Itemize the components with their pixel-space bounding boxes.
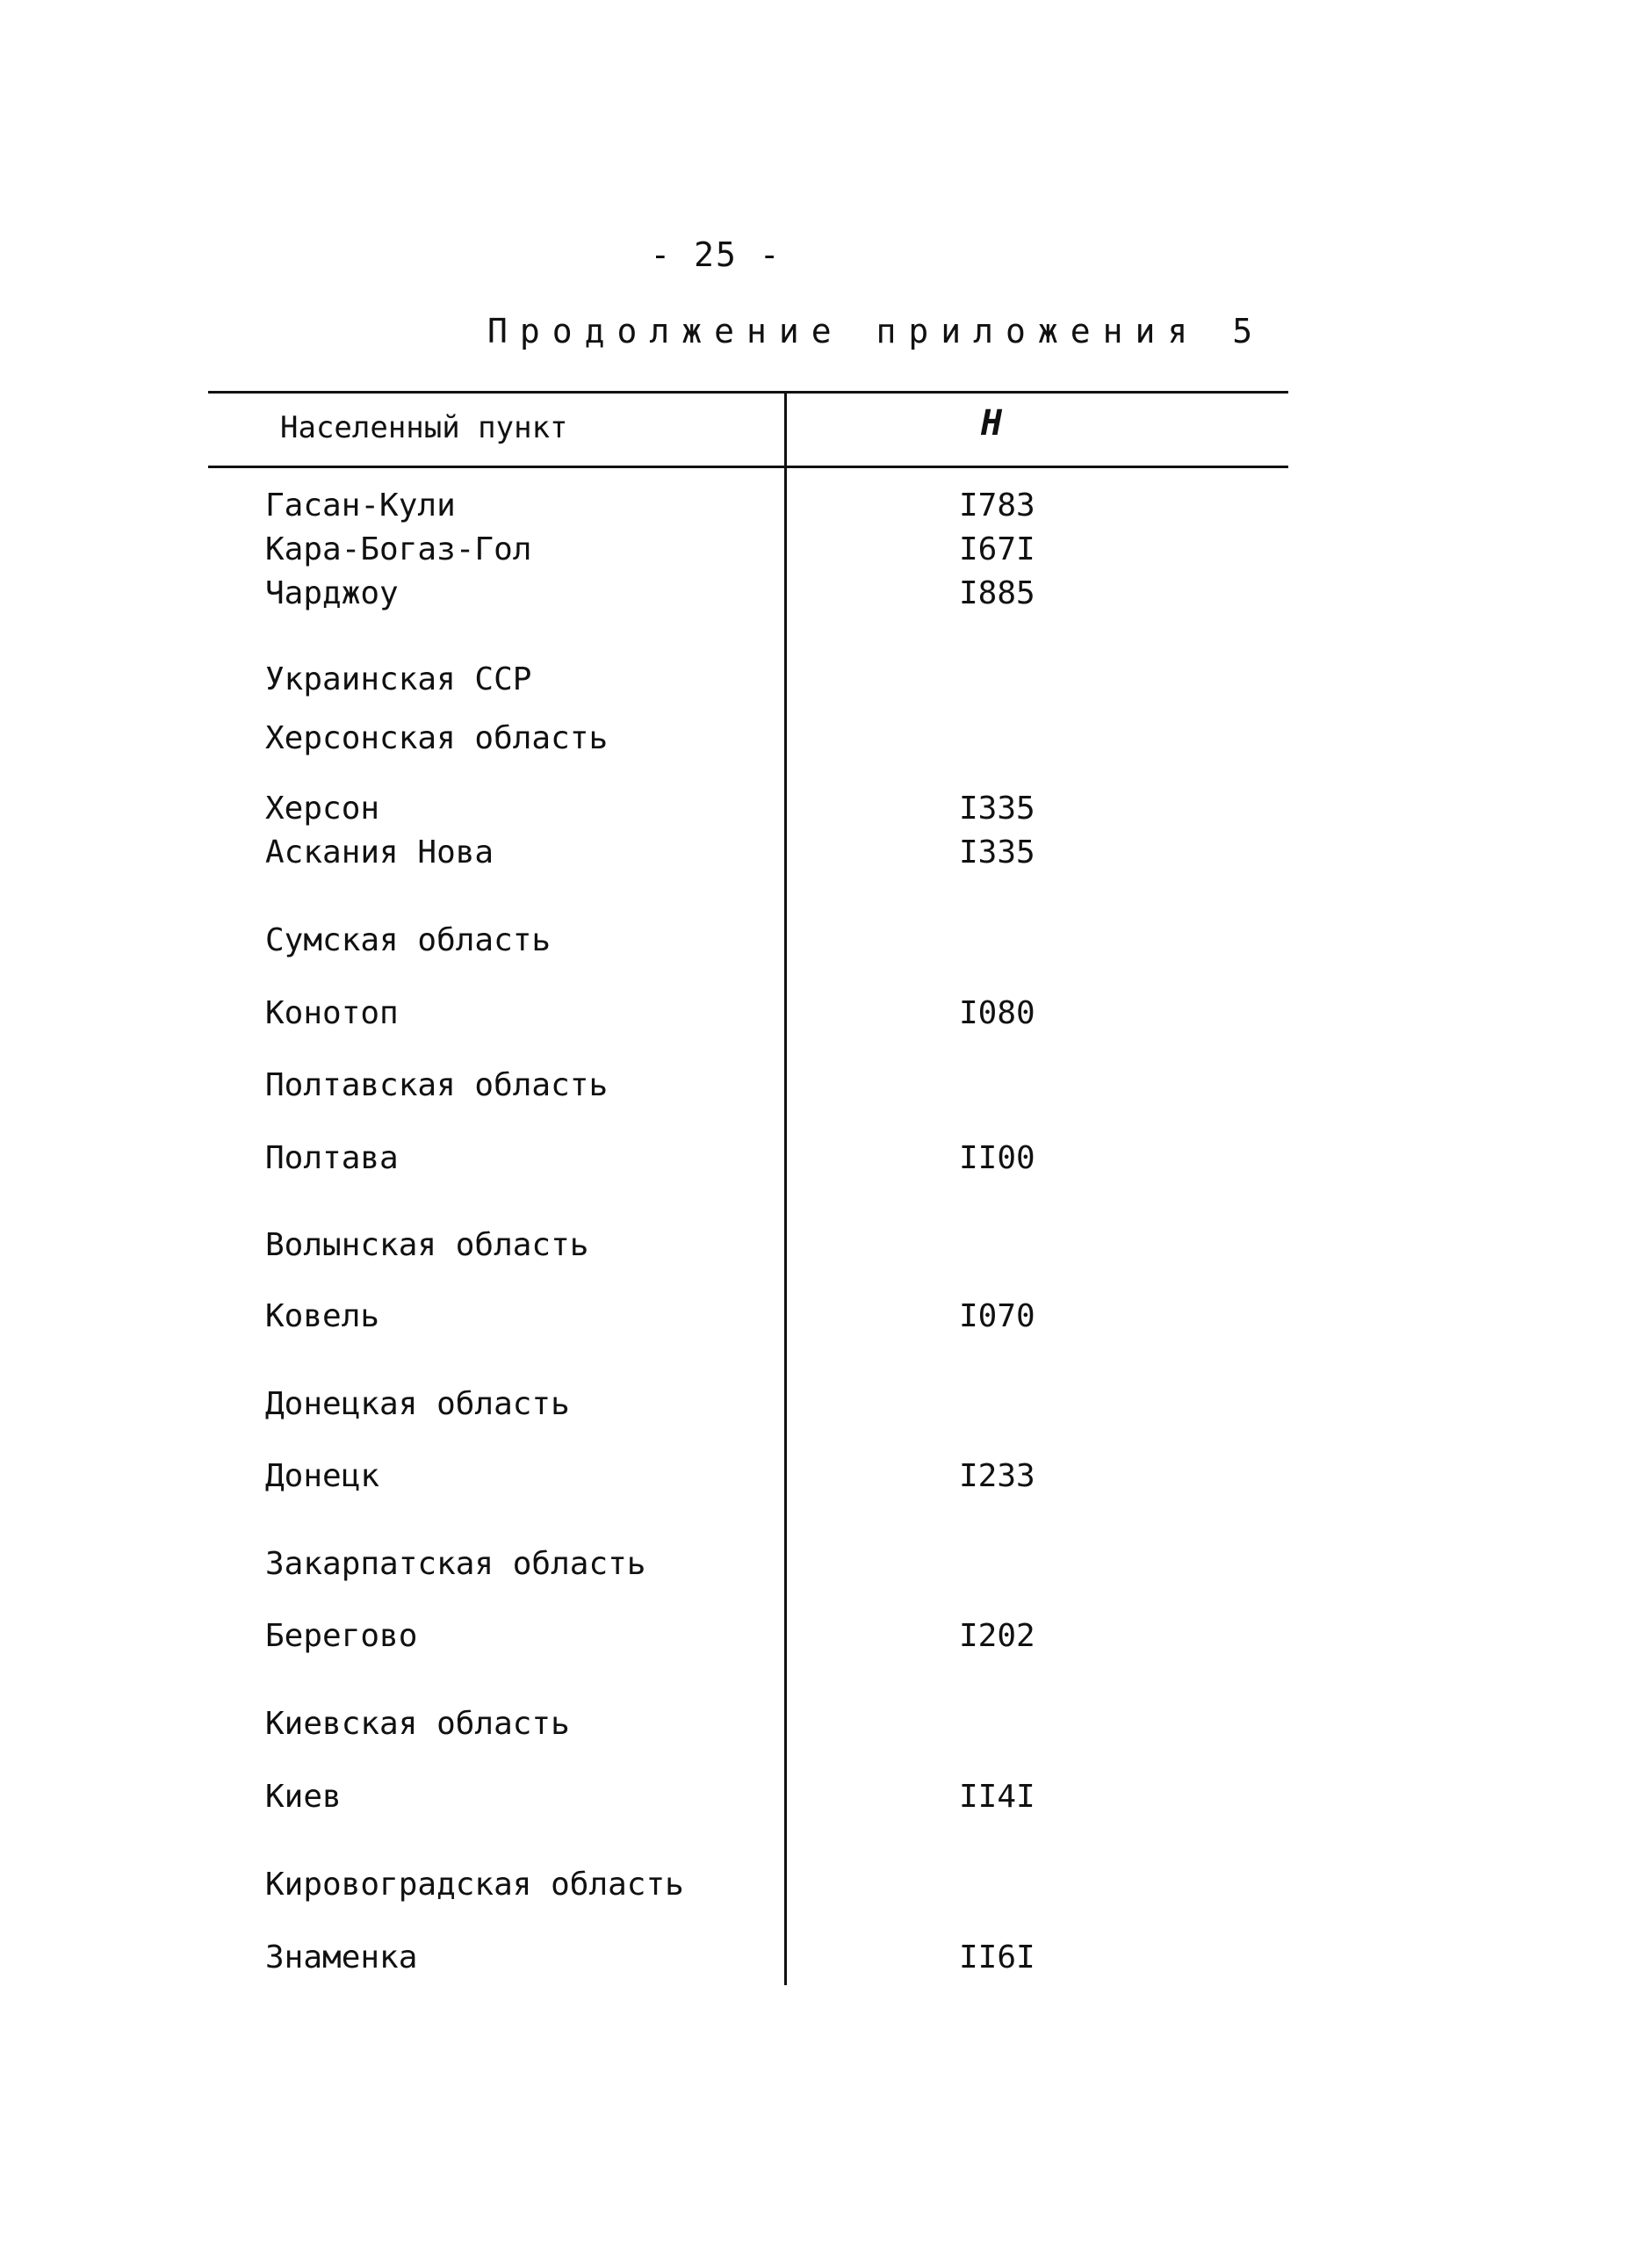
table-row	[208, 1140, 1288, 1179]
row-value: I335	[959, 834, 1035, 870]
row-name: Кара-Богаз-Гол	[265, 531, 532, 567]
row-name: Сумская область	[265, 922, 552, 958]
table-row	[208, 661, 1288, 700]
row-name: Украинская ССР	[265, 661, 532, 697]
row-name: Херсон	[265, 791, 380, 827]
row-name: Киев	[265, 1779, 342, 1815]
table-row	[208, 1618, 1288, 1657]
row-value: I67I	[959, 531, 1035, 567]
table-row	[208, 1546, 1288, 1585]
row-name: Берегово	[265, 1618, 418, 1654]
page-number: - 25 -	[650, 235, 782, 274]
table-row	[208, 1067, 1288, 1106]
row-name: Донецкая область	[265, 1386, 570, 1422]
continuation-title: Продолжение приложения 5	[487, 312, 1265, 350]
row-value: I783	[959, 488, 1035, 524]
header-h: Н	[981, 403, 1003, 444]
row-name: Закарпатская область	[265, 1546, 646, 1582]
row-name: Донецк	[265, 1458, 380, 1494]
row-name: Полтавская область	[265, 1067, 609, 1103]
row-name: Знаменка	[265, 1939, 418, 1975]
data-table	[208, 391, 1288, 1990]
row-value: I080	[959, 995, 1035, 1031]
row-name: Полтава	[265, 1140, 399, 1176]
row-value: I070	[959, 1298, 1035, 1334]
row-value: I885	[959, 575, 1035, 611]
row-value: I335	[959, 791, 1035, 827]
table-row	[208, 922, 1288, 961]
column-divider	[784, 391, 787, 1985]
row-value: II00	[959, 1140, 1035, 1176]
row-value: II6I	[959, 1939, 1035, 1975]
table-row	[208, 791, 1288, 829]
table-row	[208, 575, 1288, 614]
table-row	[208, 720, 1288, 759]
table-row	[208, 531, 1288, 570]
row-value: I202	[959, 1618, 1035, 1654]
table-header-rule	[208, 466, 1288, 468]
row-name: Ковель	[265, 1298, 380, 1334]
row-name: Конотоп	[265, 995, 399, 1031]
row-name: Киевская область	[265, 1706, 570, 1742]
table-top-rule	[208, 391, 1288, 394]
table-row	[208, 1939, 1288, 1978]
row-name: Волынская область	[265, 1227, 589, 1263]
table-row	[208, 1706, 1288, 1744]
row-name: Гасан-Кули	[265, 488, 456, 524]
table-row	[208, 1458, 1288, 1497]
header-settlement: Населенный пункт	[280, 410, 568, 445]
table-row	[208, 995, 1288, 1034]
row-name: Кировоградская область	[265, 1867, 684, 1903]
table-row	[208, 1298, 1288, 1337]
row-value: I233	[959, 1458, 1035, 1494]
table-row	[208, 1867, 1288, 1905]
table-row	[208, 1227, 1288, 1266]
table-row	[208, 488, 1288, 526]
table-row	[208, 1386, 1288, 1425]
row-name: Аскания Нова	[265, 834, 494, 870]
table-row	[208, 834, 1288, 873]
row-value: II4I	[959, 1779, 1035, 1815]
row-name: Чарджоу	[265, 575, 399, 611]
row-name: Херсонская область	[265, 720, 609, 756]
table-row	[208, 1779, 1288, 1817]
